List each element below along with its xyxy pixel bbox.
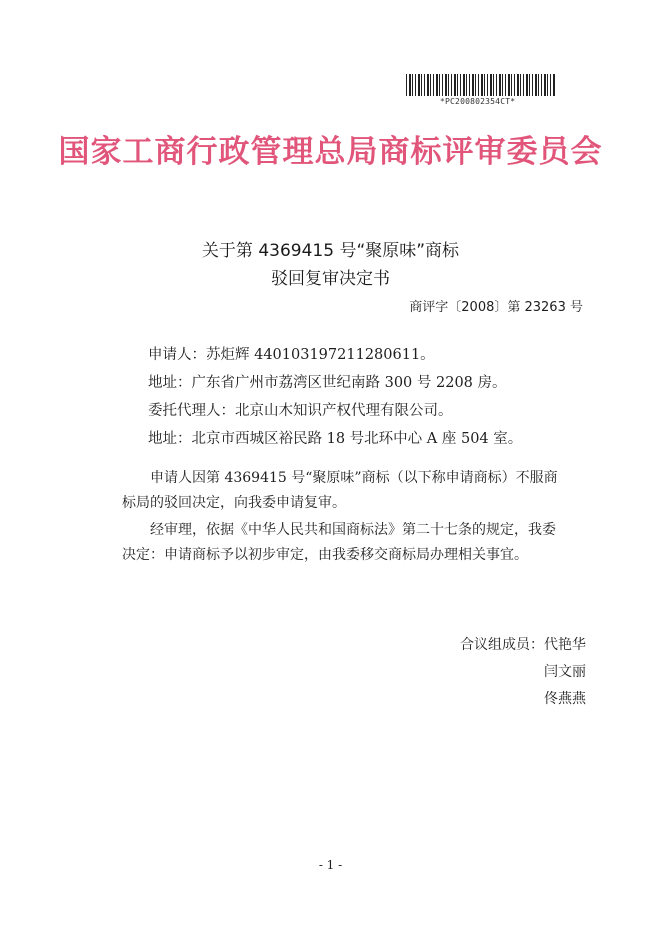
applicant-address-line: 地址：广东省广州市荔湾区世纪南路 300 号 2208 房。 (148, 375, 507, 391)
body-paragraph-1: 申请人因第 4369415 号“聚原味”商标（以下称申请商标）不服商标局的驳回决定，向我委申请复审。 (122, 470, 558, 511)
panel-member-1: 合议组成员：代艳华 (460, 637, 586, 653)
document-number: 商评字〔2008〕第 23263 号 (409, 300, 583, 315)
panel-member-3: 佟燕燕 (544, 691, 586, 707)
body-paragraph-2: 经审理，依据《中华人民共和国商标法》第二十七条的规定，我委决定：申请商标予以初步审定，由我委移交商标局办理相关事宜。 (122, 522, 556, 563)
panel-member-2: 闫文丽 (544, 664, 586, 680)
organization-title: 国家工商行政管理总局商标评审委员会 (58, 134, 603, 170)
panel-members (460, 632, 586, 713)
barcode-image (406, 74, 556, 96)
document-title-line-2: 驳回复审决定书 (271, 269, 390, 289)
agent-address-line: 地址：北京市西城区裕民路 18 号北环中心 A 座 504 室。 (148, 431, 523, 447)
page-number: - 1 - (318, 858, 343, 872)
barcode-code: *PC200802354CT* (440, 97, 516, 106)
applicant-line: 申请人：苏炬辉 440103197211280611。 (148, 347, 435, 363)
agent-line: 委托代理人：北京山木知识产权代理有限公司。 (148, 403, 453, 419)
document-title-line-1: 关于第 4369415 号“聚原味”商标 (201, 241, 460, 261)
